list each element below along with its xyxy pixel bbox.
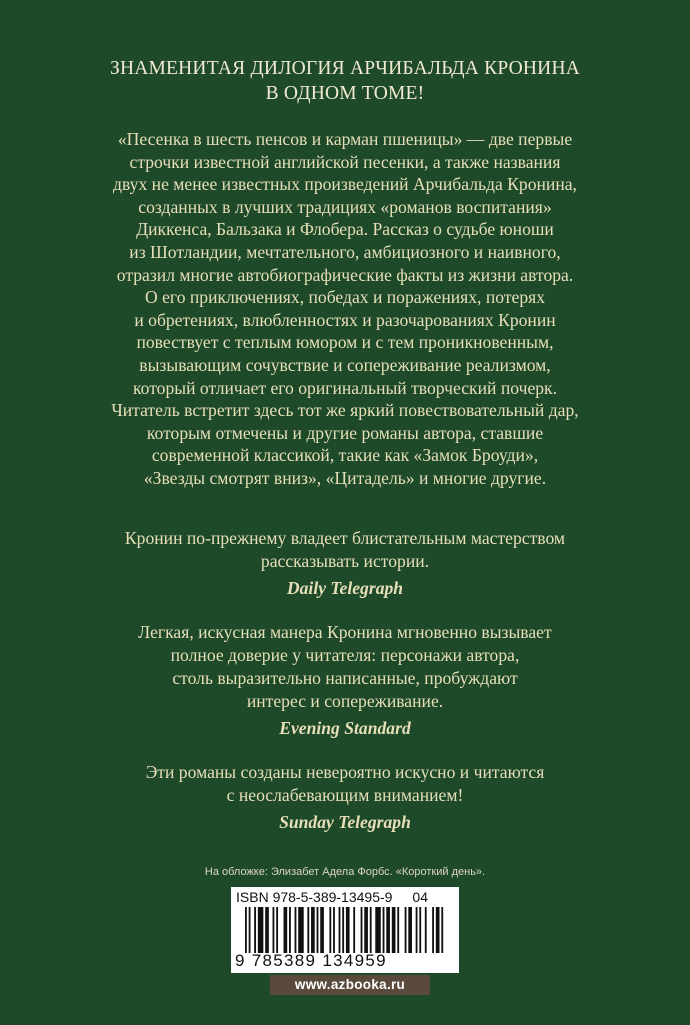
headline-line-2: В ОДНОМ ТОМЕ! bbox=[265, 83, 425, 104]
description-line: «Песенка в шесть пенсов и карман пшеницы» — две первые bbox=[117, 129, 573, 149]
description-line: современной классикой, такие как «Замок Броуди», bbox=[151, 445, 539, 466]
quote-line: с неослабевающим вниманием! bbox=[226, 785, 464, 805]
description-line: созданных в лучших традициях «романов воспитания» bbox=[138, 196, 552, 217]
description-line: двух не менее известных произведений Арчибальда Кронина, bbox=[113, 174, 577, 195]
publisher-website: www.azbooka.ru bbox=[270, 975, 430, 995]
isbn-addon: 04 bbox=[412, 889, 428, 905]
cover-art-caption: На обложке: Элизабет Адела Форбс. «Короткий день». bbox=[204, 866, 486, 878]
ean-digits: 9 785389 134959 bbox=[235, 951, 387, 970]
description-line: который отличает его оригинальный творческий почерк. bbox=[133, 377, 557, 398]
description-line: Диккенса, Бальзака и Флобера. Рассказ о судьбе юноши bbox=[136, 219, 554, 240]
description-line: О его приключениях, победах и поражениях, потерях bbox=[145, 287, 545, 308]
headline-line-1: ЗНАМЕНИТАЯ ДИЛОГИЯ АРЧИБАЛЬДА КРОНИНА bbox=[109, 58, 581, 79]
review-quote-evening-standard bbox=[0, 621, 690, 740]
quote-line: интерес и сопереживание. bbox=[246, 691, 444, 711]
quote-line: рассказывать истории. bbox=[260, 551, 430, 571]
description-line: вызывающим сочувствие и сопереживание реализмом, bbox=[139, 354, 551, 375]
review-quote-daily-telegraph bbox=[0, 527, 690, 600]
quote-line: Кронин по-прежнему владеет блистательным мастерством bbox=[124, 528, 566, 548]
barcode-bars-icon bbox=[245, 907, 445, 953]
description-line: повествует с теплым юмором и с тем проникновенным, bbox=[136, 332, 554, 353]
description-line: и обретениях, влюбленностях и разочарованиях Кронин bbox=[134, 309, 556, 330]
isbn-barcode bbox=[231, 887, 459, 973]
quote-source: Evening Standard bbox=[279, 718, 411, 738]
description bbox=[0, 128, 690, 490]
description-line: отразил многие автобиографические факты из жизни автора. bbox=[116, 264, 574, 285]
isbn-number: ISBN 978-5-389-13495-9 bbox=[236, 889, 393, 905]
description-line: «Звезды смотрят вниз», «Цитадель» и многие другие. bbox=[143, 467, 547, 488]
quote-source: Daily Telegraph bbox=[286, 578, 404, 598]
description-line: из Шотландии, мечтательного, амбициозного и наивного, bbox=[129, 241, 561, 262]
headline bbox=[0, 56, 690, 106]
quote-source: Sunday Telegraph bbox=[279, 812, 411, 832]
description-line: Читатель встретит здесь тот же яркий повествовательный дар, bbox=[111, 400, 579, 421]
quote-line: полное доверие у читателя: персонажи автора, bbox=[170, 645, 520, 665]
quote-line: столь выразительно написанные, пробуждают bbox=[172, 668, 518, 688]
quote-line: Эти романы созданы невероятно искусно и читаются bbox=[145, 762, 545, 782]
description-line: строчки известной английской песенки, а также названия bbox=[129, 151, 561, 172]
review-quote-sunday-telegraph bbox=[0, 761, 690, 834]
description-line: которым отмечены и другие романы автора, ставшие bbox=[146, 422, 544, 443]
quote-line: Легкая, искусная манера Кронина мгновенно вызывает bbox=[138, 622, 552, 642]
